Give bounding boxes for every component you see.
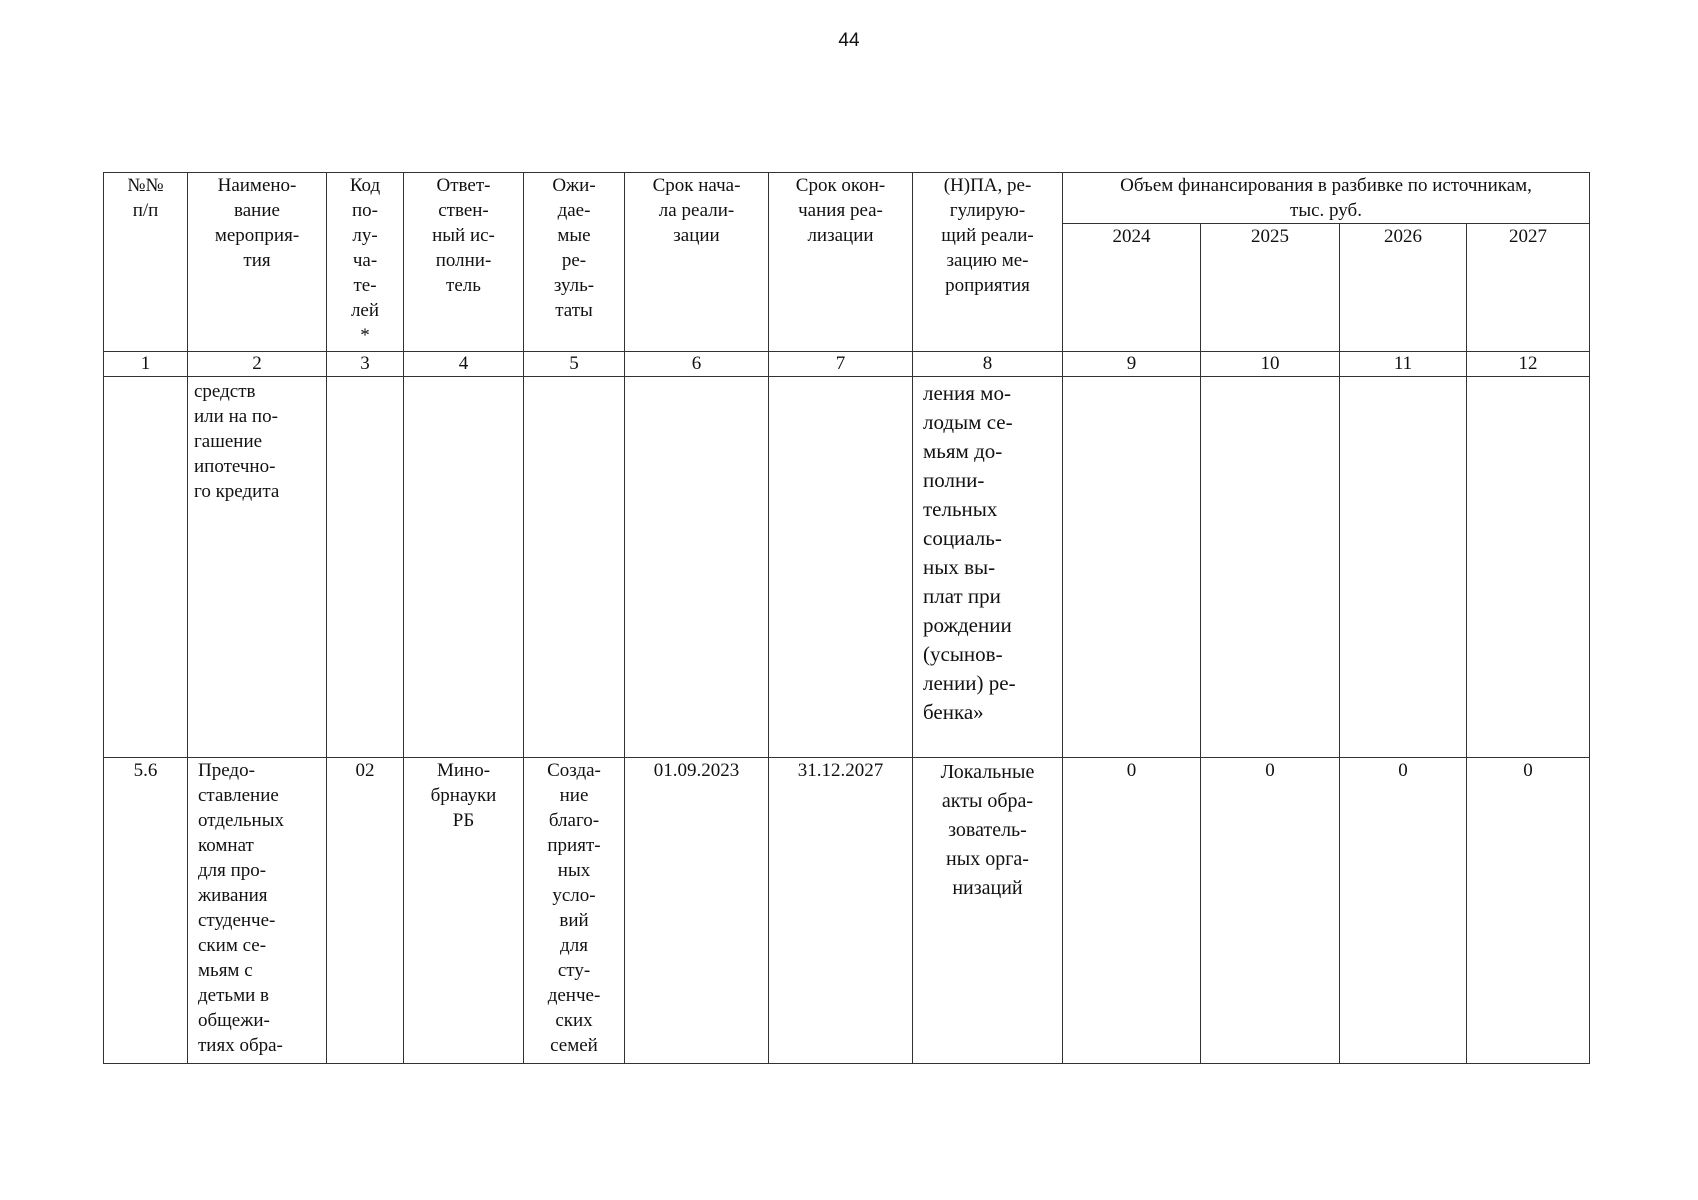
- header-col-executor: [404, 173, 524, 352]
- cell-text-line: по-: [352, 200, 378, 221]
- cell-text-line: зователь-: [948, 819, 1027, 841]
- cell-text-line: ча-: [352, 250, 378, 271]
- cell-text-line: бенка»: [923, 700, 984, 724]
- header-financing: [1063, 173, 1590, 224]
- cell-text-line: те-: [353, 275, 377, 296]
- cell-text-line: ный ис-: [432, 225, 495, 246]
- cell-text-line: общежи-: [198, 1010, 270, 1031]
- column-number: 4: [404, 352, 524, 377]
- column-number: 2: [188, 352, 327, 377]
- cell-text-line: социаль-: [923, 526, 1002, 550]
- header-col-start: [625, 173, 769, 352]
- cell-text-line: детьми в: [198, 985, 269, 1006]
- cell-text-line: РБ: [452, 810, 475, 831]
- cell-text-line: зуль-: [553, 275, 595, 296]
- header-col-code: [327, 173, 404, 352]
- cell-text-line: ре-: [561, 250, 587, 271]
- cell-text-line: полни-: [923, 468, 985, 492]
- cell-text-line: Наимено-: [217, 175, 297, 196]
- column-number: 11: [1340, 352, 1467, 377]
- cell-text-line: роприятия: [945, 275, 1030, 296]
- row-code: [327, 377, 404, 758]
- row-executor: [404, 377, 524, 758]
- cell-text-line: ским се-: [198, 935, 267, 956]
- cell-text-line: мьям с: [198, 960, 253, 981]
- row-results: [524, 377, 625, 758]
- cell-text-line: ствен-: [438, 200, 489, 221]
- cell-text-line: Ответ-: [436, 175, 491, 196]
- cell-text-line: ных: [557, 860, 591, 881]
- row-end: 31.12.2027: [769, 758, 913, 1064]
- table-row: [104, 377, 1590, 758]
- cell-text-line: средств: [194, 381, 256, 402]
- cell-text-line: мьям до-: [923, 439, 1003, 463]
- cell-text-line: денче-: [547, 985, 601, 1006]
- row-2025: [1201, 377, 1340, 758]
- row-start: 01.09.2023: [625, 758, 769, 1064]
- row-2026: 0: [1340, 758, 1467, 1064]
- header-year-2025: 2025: [1201, 224, 1340, 352]
- cell-text-line: Локальные: [940, 761, 1035, 783]
- header-year-2027: 2027: [1467, 224, 1590, 352]
- cell-text-line: ления мо-: [923, 381, 1011, 405]
- cell-text-line: (усынов-: [923, 642, 1003, 666]
- row-results: [524, 758, 625, 1064]
- row-2025: 0: [1201, 758, 1340, 1064]
- cell-text-line: зацию ме-: [946, 250, 1029, 271]
- cell-text-line: Срок окон-: [795, 175, 886, 196]
- column-number: 3: [327, 352, 404, 377]
- row-2024: 0: [1063, 758, 1201, 1064]
- row-name: [188, 758, 327, 1064]
- row-2027: 0: [1467, 758, 1590, 1064]
- cell-text-line: ских: [555, 1010, 593, 1031]
- cell-text-line: Код: [349, 175, 381, 196]
- row-start: [625, 377, 769, 758]
- cell-text-line: низаций: [952, 877, 1023, 899]
- cell-text-line: мые: [557, 225, 591, 246]
- cell-text-line: *: [360, 325, 370, 346]
- cell-text-line: ных вы-: [923, 555, 996, 579]
- cell-text-line: ных орга-: [946, 848, 1029, 870]
- cell-text-line: сту-: [557, 960, 591, 981]
- cell-text-line: тиях обра-: [198, 1035, 283, 1056]
- cell-text-line: мероприя-: [214, 225, 300, 246]
- cell-text-line: таты: [555, 300, 593, 321]
- row-number: 5.6: [104, 758, 188, 1064]
- cell-text-line: плат при: [923, 584, 1001, 608]
- row-2024: [1063, 377, 1201, 758]
- cell-text-line: зации: [673, 225, 720, 246]
- cell-text-line: комнат: [198, 835, 254, 856]
- cell-text-line: отдельных: [198, 810, 284, 831]
- cell-text-line: Объем финансирования в разбивке по источникам,: [1120, 175, 1532, 196]
- header-year-2024: 2024: [1063, 224, 1201, 352]
- header-col-results: [524, 173, 625, 352]
- cell-text-line: брнауки: [430, 785, 497, 806]
- cell-text-line: ипотечно-: [194, 456, 276, 477]
- row-2027: [1467, 377, 1590, 758]
- header-col-name: [188, 173, 327, 352]
- row-npa: [913, 758, 1063, 1064]
- cell-text-line: дае-: [557, 200, 591, 221]
- cell-text-line: лодым се-: [923, 410, 1013, 434]
- cell-text-line: Предо-: [198, 760, 255, 781]
- cell-text-line: для: [560, 935, 588, 956]
- row-executor: [404, 758, 524, 1064]
- header-year-2026: 2026: [1340, 224, 1467, 352]
- cell-text-line: вий: [559, 910, 589, 931]
- cell-text-line: или на по-: [194, 406, 278, 427]
- cell-text-line: №№: [127, 175, 164, 196]
- cell-text-line: семей: [550, 1035, 598, 1056]
- cell-text-line: гулирую-: [949, 200, 1026, 221]
- cell-text-line: тельных: [923, 497, 998, 521]
- cell-text-line: гашение: [194, 431, 263, 452]
- column-number: 7: [769, 352, 913, 377]
- cell-text-line: ла реали-: [658, 200, 735, 221]
- row-2026: [1340, 377, 1467, 758]
- cell-text-line: Мино-: [436, 760, 491, 781]
- cell-text-line: тель: [446, 275, 481, 296]
- cell-text-line: тия: [243, 250, 271, 271]
- column-number: 1: [104, 352, 188, 377]
- column-numbers-row: [104, 352, 1590, 377]
- column-number: 8: [913, 352, 1063, 377]
- cell-text-line: вание: [234, 200, 280, 221]
- cell-text-line: усло-: [552, 885, 596, 906]
- row-end: [769, 377, 913, 758]
- cell-text-line: Срок нача-: [652, 175, 741, 196]
- row-name: [188, 377, 327, 758]
- cell-text-line: ние: [559, 785, 589, 806]
- cell-text-line: го кредита: [194, 481, 280, 502]
- header-col-npa: [913, 173, 1063, 352]
- row-number: [104, 377, 188, 758]
- page-number: 44: [838, 30, 860, 51]
- header-col-number: [104, 173, 188, 352]
- column-number: 5: [524, 352, 625, 377]
- column-number: 12: [1467, 352, 1590, 377]
- table-row: [104, 758, 1590, 1064]
- row-code: 02: [327, 758, 404, 1064]
- cell-text-line: для про-: [198, 860, 267, 881]
- column-number: 6: [625, 352, 769, 377]
- column-number: 9: [1063, 352, 1201, 377]
- cell-text-line: живания: [198, 885, 268, 906]
- cell-text-line: студенче-: [198, 910, 276, 931]
- cell-text-line: п/п: [132, 200, 159, 221]
- cell-text-line: ставление: [198, 785, 279, 806]
- cell-text-line: щий реали-: [941, 225, 1034, 246]
- column-number: 10: [1201, 352, 1340, 377]
- row-npa: [913, 377, 1063, 758]
- cell-text-line: Созда-: [547, 760, 601, 781]
- cell-text-line: чания реа-: [798, 200, 883, 221]
- cell-text-line: лении) ре-: [923, 671, 1016, 695]
- cell-text-line: полни-: [435, 250, 492, 271]
- cell-text-line: прият-: [547, 835, 601, 856]
- cell-text-line: лу-: [352, 225, 378, 246]
- cell-text-line: тыс. руб.: [1290, 200, 1362, 221]
- financing-table: [103, 172, 1590, 1064]
- cell-text-line: благо-: [548, 810, 600, 831]
- cell-text-line: лизации: [807, 225, 874, 246]
- cell-text-line: Ожи-: [552, 175, 596, 196]
- header-col-end: [769, 173, 913, 352]
- cell-text-line: (Н)ПА, ре-: [943, 175, 1032, 196]
- header-row: [104, 173, 1590, 224]
- cell-text-line: рождении: [923, 613, 1012, 637]
- cell-text-line: акты обра-: [941, 790, 1034, 812]
- cell-text-line: лей: [350, 300, 380, 321]
